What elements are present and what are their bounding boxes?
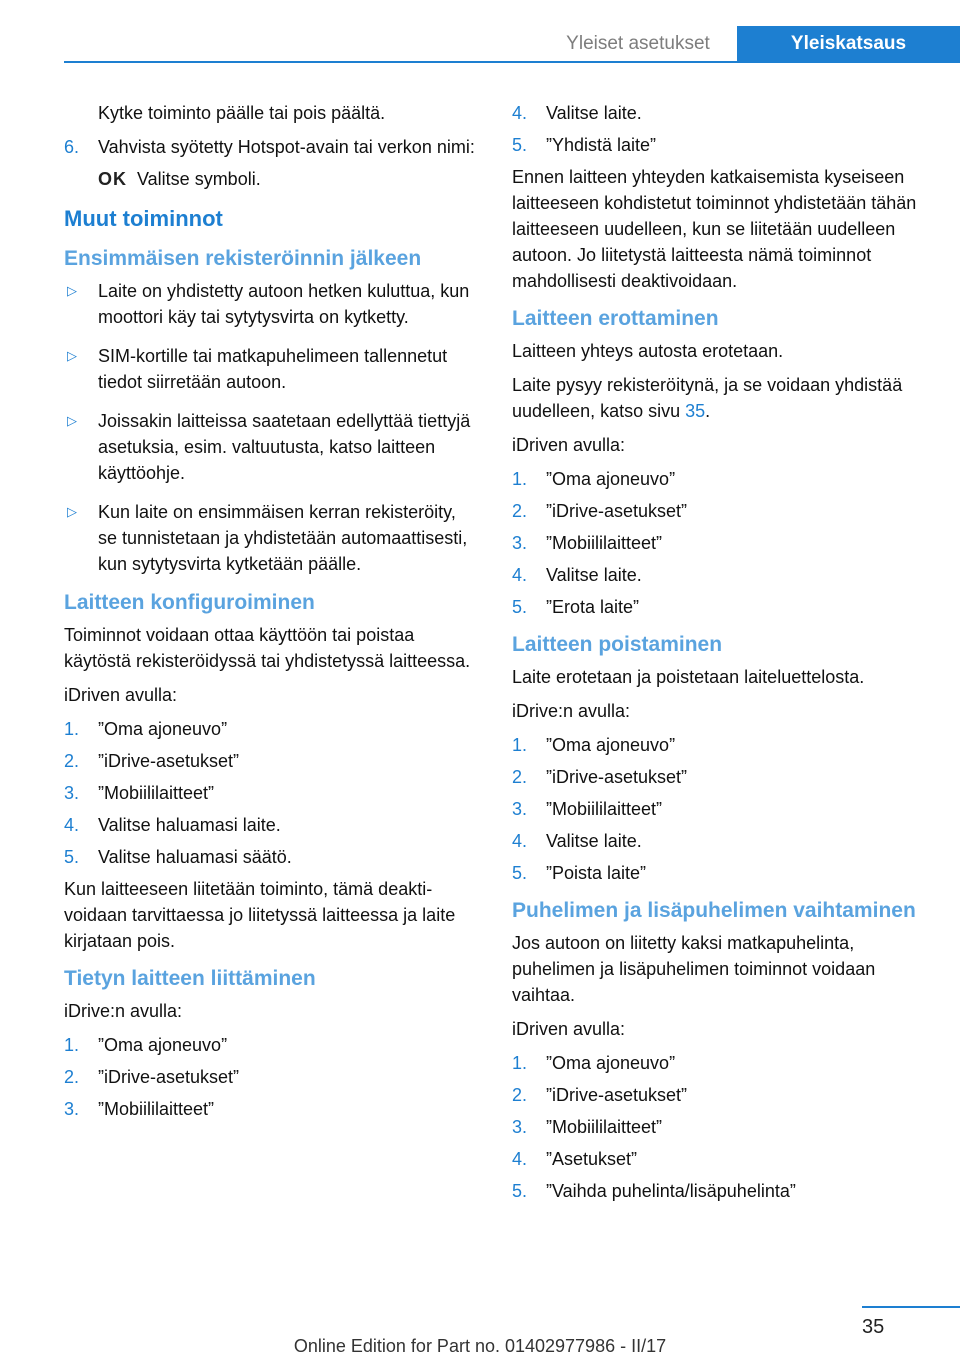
liitt-via: iDrive:n avulla: <box>64 1001 183 1021</box>
poist-text: Laite erotetaan ja poistetaan laiteluettelosta. <box>512 667 865 687</box>
list-item: 3. ”Mobiililaitteet” <box>64 1099 215 1119</box>
konfig-text: Toiminnot voidaan ottaa käyttöön tai poistaa käytöstä rekisteröidyssä tai yhdistetyssä laitteessa. <box>64 625 471 671</box>
erott-text-2: Laite pysyy rekisteröitynä, ja se voidaan yhdistää uudelleen, katso sivu 35. <box>512 375 903 421</box>
list-item: 4. ”Asetukset” <box>512 1149 638 1169</box>
list-item: 5. ”Erota laite” <box>512 597 640 617</box>
heading-erottaminen: Laitteen erottaminen <box>512 307 719 330</box>
liitt-steps-continued <box>512 100 932 158</box>
triangle-bullet-icon: ▷ <box>67 348 77 363</box>
list-item: 2. ”iDrive-asetukset” <box>512 1085 688 1105</box>
list-item: ▷ Joissakin laitteissa saatetaan edellyttää tiettyjä asetuksia, esim. valtuutusta, katso laitteen käyttöohje. <box>64 408 479 486</box>
list-item: ▷ SIM-kortille tai matkapuhelimeen tallennetut tiedot siirretään autoon. <box>64 343 479 395</box>
list-item: ▷ Kun laite on ensimmäisen kerran rekisteröity, se tunnistetaan ja yhdistetään automaattisesti, kun sytytysvirta kytketään päälle. <box>64 499 479 577</box>
erott-steps <box>512 466 932 620</box>
triangle-bullet-icon: ▷ <box>67 504 77 519</box>
ok-instruction-text: Valitse symboli. <box>137 169 261 189</box>
heading-ensimmaisen: Ensimmäisen rekisteröinnin jälkeen <box>64 247 422 270</box>
list-item: 3. ”Mobiililaitteet” <box>512 533 663 553</box>
list-item: 1. ”Oma ajoneuvo” <box>64 1035 228 1055</box>
list-item: 2. ”iDrive-asetukset” <box>512 501 688 521</box>
edition-footer: Online Edition for Part no. 01402977986 - II/17 <box>293 1336 667 1356</box>
list-item: 4. Valitse laite. <box>512 103 642 123</box>
bullet-list <box>64 278 479 577</box>
list-item: 5. ”Vaihda puhelinta/lisäpuhelinta” <box>512 1181 796 1201</box>
list-item: 4. Valitse laite. <box>512 831 642 851</box>
list-item: 1. ”Oma ajoneuvo” <box>512 1053 676 1073</box>
vaihto-via: iDriven avulla: <box>512 1019 626 1039</box>
header-section-tab: Yleiset asetukset <box>566 32 710 54</box>
page-link[interactable]: 35 <box>685 401 706 421</box>
list-item: 3. ”Mobiililaitteet” <box>512 799 663 819</box>
heading-konfiguroiminen: Laitteen konfiguroiminen <box>64 591 315 614</box>
list-item: 5. ”Poista laite” <box>512 863 647 883</box>
header-chapter-tab: Yleiskatsaus <box>737 26 960 62</box>
list-item: 1. ”Oma ajoneuvo” <box>64 719 228 739</box>
list-item: 2. ”iDrive-asetukset” <box>512 767 688 787</box>
intro-text: Kytke toiminto päälle tai pois päältä. <box>98 103 386 123</box>
list-item: 1. ”Oma ajoneuvo” <box>512 735 676 755</box>
vaihto-steps <box>512 1050 932 1204</box>
list-item: 5. ”Yhdistä laite” <box>512 135 657 155</box>
triangle-bullet-icon: ▷ <box>67 413 77 428</box>
poist-via: iDrive:n avulla: <box>512 701 631 721</box>
list-item: 3. ”Mobiililaitteet” <box>512 1117 663 1137</box>
konfig-after: Kun laitteeseen liitetään toiminto, tämä deaktivoidaan tarvittaessa jo liitetyssä laitteessa ja laite kirjataan pois. <box>64 879 456 951</box>
left-column <box>64 100 479 1128</box>
erott-text-1: Laitteen yhteys autosta erotetaan. <box>512 341 784 361</box>
step-number: 6. <box>64 137 80 157</box>
list-item: 1. ”Oma ajoneuvo” <box>512 469 676 489</box>
list-item: 2. ”iDrive-asetukset” <box>64 1067 240 1087</box>
heading-liittaminen: Tietyn laitteen liittäminen <box>64 967 316 990</box>
list-item: 5. Valitse haluamasi säätö. <box>64 847 292 867</box>
ok-instruction <box>64 166 479 192</box>
heading-poistaminen: Laitteen poistaminen <box>512 633 723 656</box>
erott-via: iDriven avulla: <box>512 435 626 455</box>
list-item: 3. ”Mobiililaitteet” <box>64 783 215 803</box>
page-number: 35 <box>862 1316 885 1338</box>
header-rule <box>64 61 960 63</box>
triangle-bullet-icon: ▷ <box>67 283 77 298</box>
heading-vaihtaminen: Puhelimen ja lisäpuhelimen vaihtaminen <box>512 899 916 922</box>
list-item: 2. ”iDrive-asetukset” <box>64 751 240 771</box>
poist-steps <box>512 732 932 886</box>
list-item: 4. Valitse haluamasi laite. <box>64 815 281 835</box>
right-column <box>512 100 932 1210</box>
ok-icon: OK <box>98 169 127 189</box>
step-text: Vahvista syötetty Hotspot-avain tai verkon nimi: <box>98 137 475 157</box>
step-6 <box>64 134 479 160</box>
liitt-after: Ennen laitteen yhteyden katkaisemista kyseiseen laitteeseen kohdistetut toiminnot yhdistetään tähän laitteeseen uudelleen, kun se liitetään uudelleen autoon. Jo liitetystä laitteesta nämä toiminnot mahdollisesti deaktivoidaan. <box>512 167 917 291</box>
vaihto-text: Jos autoon on liitetty kaksi matkapuhelinta, puhelimen ja lisäpuhelimen toiminnot voidaan vaihtaa. <box>512 933 876 1005</box>
konfig-via: iDriven avulla: <box>64 685 178 705</box>
heading-muut-toiminnot: Muut toiminnot <box>64 206 223 231</box>
liitt-steps <box>64 1032 479 1122</box>
page-number-rule <box>862 1306 960 1308</box>
konfig-steps <box>64 716 479 870</box>
list-item: 4. Valitse laite. <box>512 565 642 585</box>
list-item: ▷ Laite on yhdistetty autoon hetken kuluttua, kun moottori käy tai sytytysvirta on kytketty. <box>64 278 479 330</box>
